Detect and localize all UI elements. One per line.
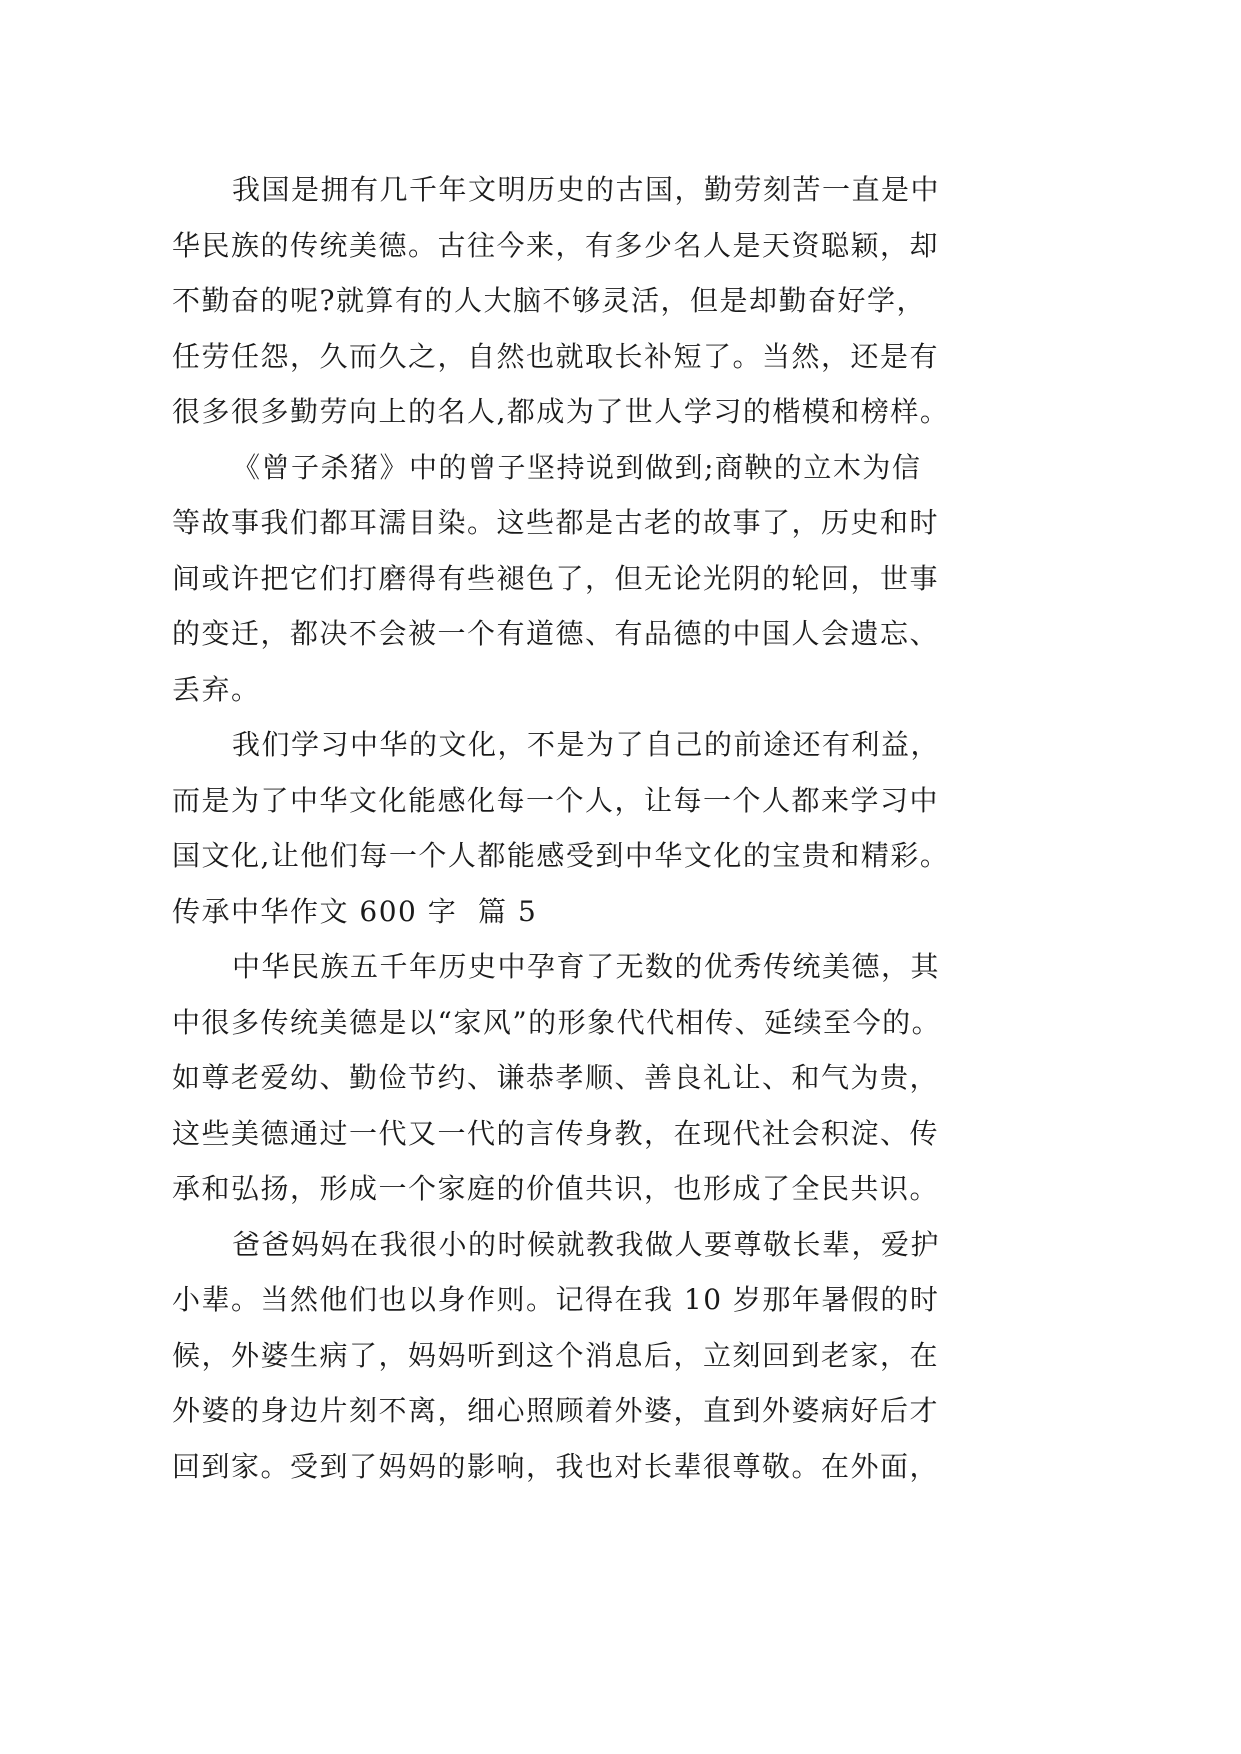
text-line: 我国是拥有几千年文明历史的古国，勤劳刻苦一直是中 xyxy=(232,173,941,206)
text-line: 承和弘扬，形成一个家庭的价值共识，也形成了全民共识。 xyxy=(172,1172,940,1205)
text-line: 华民族的传统美德。古往今来，有多少名人是天资聪颖，却 xyxy=(172,228,940,262)
text-line: 中很多传统美德是以“家风”的形象代代相传、延续至今的。 xyxy=(172,1005,942,1039)
text-line: 《曾子杀猪》中的曾子坚持说到做到;商鞅的立木为信 xyxy=(232,450,922,484)
text-line: 任劳任怨，久而久之，自然也就取长补短了。当然，还是有 xyxy=(172,339,940,373)
text-line: 如尊老爱幼、勤俭节约、谦恭孝顺、善良礼让、和气为贵， xyxy=(172,1061,940,1094)
text-line: 间或许把它们打磨得有些褪色了，但无论光阴的轮回，世事 xyxy=(172,561,940,595)
text-line: 很多很多勤劳向上的名人,都成为了世人学习的楷模和榜样。 xyxy=(172,395,950,428)
section-heading: 传承中华作文 600 字 篇 5 xyxy=(172,894,538,928)
text-line: 中华民族五千年历史中孕育了无数的优秀传统美德，其 xyxy=(232,950,941,983)
text-line: 我们学习中华的文化，不是为了自己的前途还有利益， xyxy=(232,728,941,761)
text-line: 回到家。受到了妈妈的影响，我也对长辈很尊敬。在外面， xyxy=(172,1449,940,1483)
text-line: 丢弃。 xyxy=(172,672,261,706)
text-line: 这些美德通过一代又一代的言传身教，在现代社会积淀、传 xyxy=(172,1116,940,1150)
document-body xyxy=(172,162,972,1494)
text-line: 而是为了中华文化能感化每一个人，让每一个人都来学习中 xyxy=(172,783,940,817)
text-line: 不勤奋的呢?就算有的人大脑不够灵活，但是却勤奋好学， xyxy=(172,284,927,317)
text-line: 外婆的身边片刻不离，细心照顾着外婆，直到外婆病好后才 xyxy=(172,1394,940,1427)
text-line: 等故事我们都耳濡目染。这些都是古老的故事了，历史和时 xyxy=(172,506,940,539)
text-line: 候，外婆生病了，妈妈听到这个消息后，立刻回到老家，在 xyxy=(172,1338,940,1372)
text-line: 爸爸妈妈在我很小的时候就教我做人要尊敬长辈，爱护 xyxy=(232,1227,941,1261)
text-line: 的变迁，都决不会被一个有道德、有品德的中国人会遗忘、 xyxy=(172,617,940,650)
text-line: 小辈。当然他们也以身作则。记得在我 10 岁那年暑假的时 xyxy=(172,1283,940,1316)
text-line: 国文化,让他们每一个人都能感受到中华文化的宝贵和精彩。 xyxy=(172,839,950,872)
